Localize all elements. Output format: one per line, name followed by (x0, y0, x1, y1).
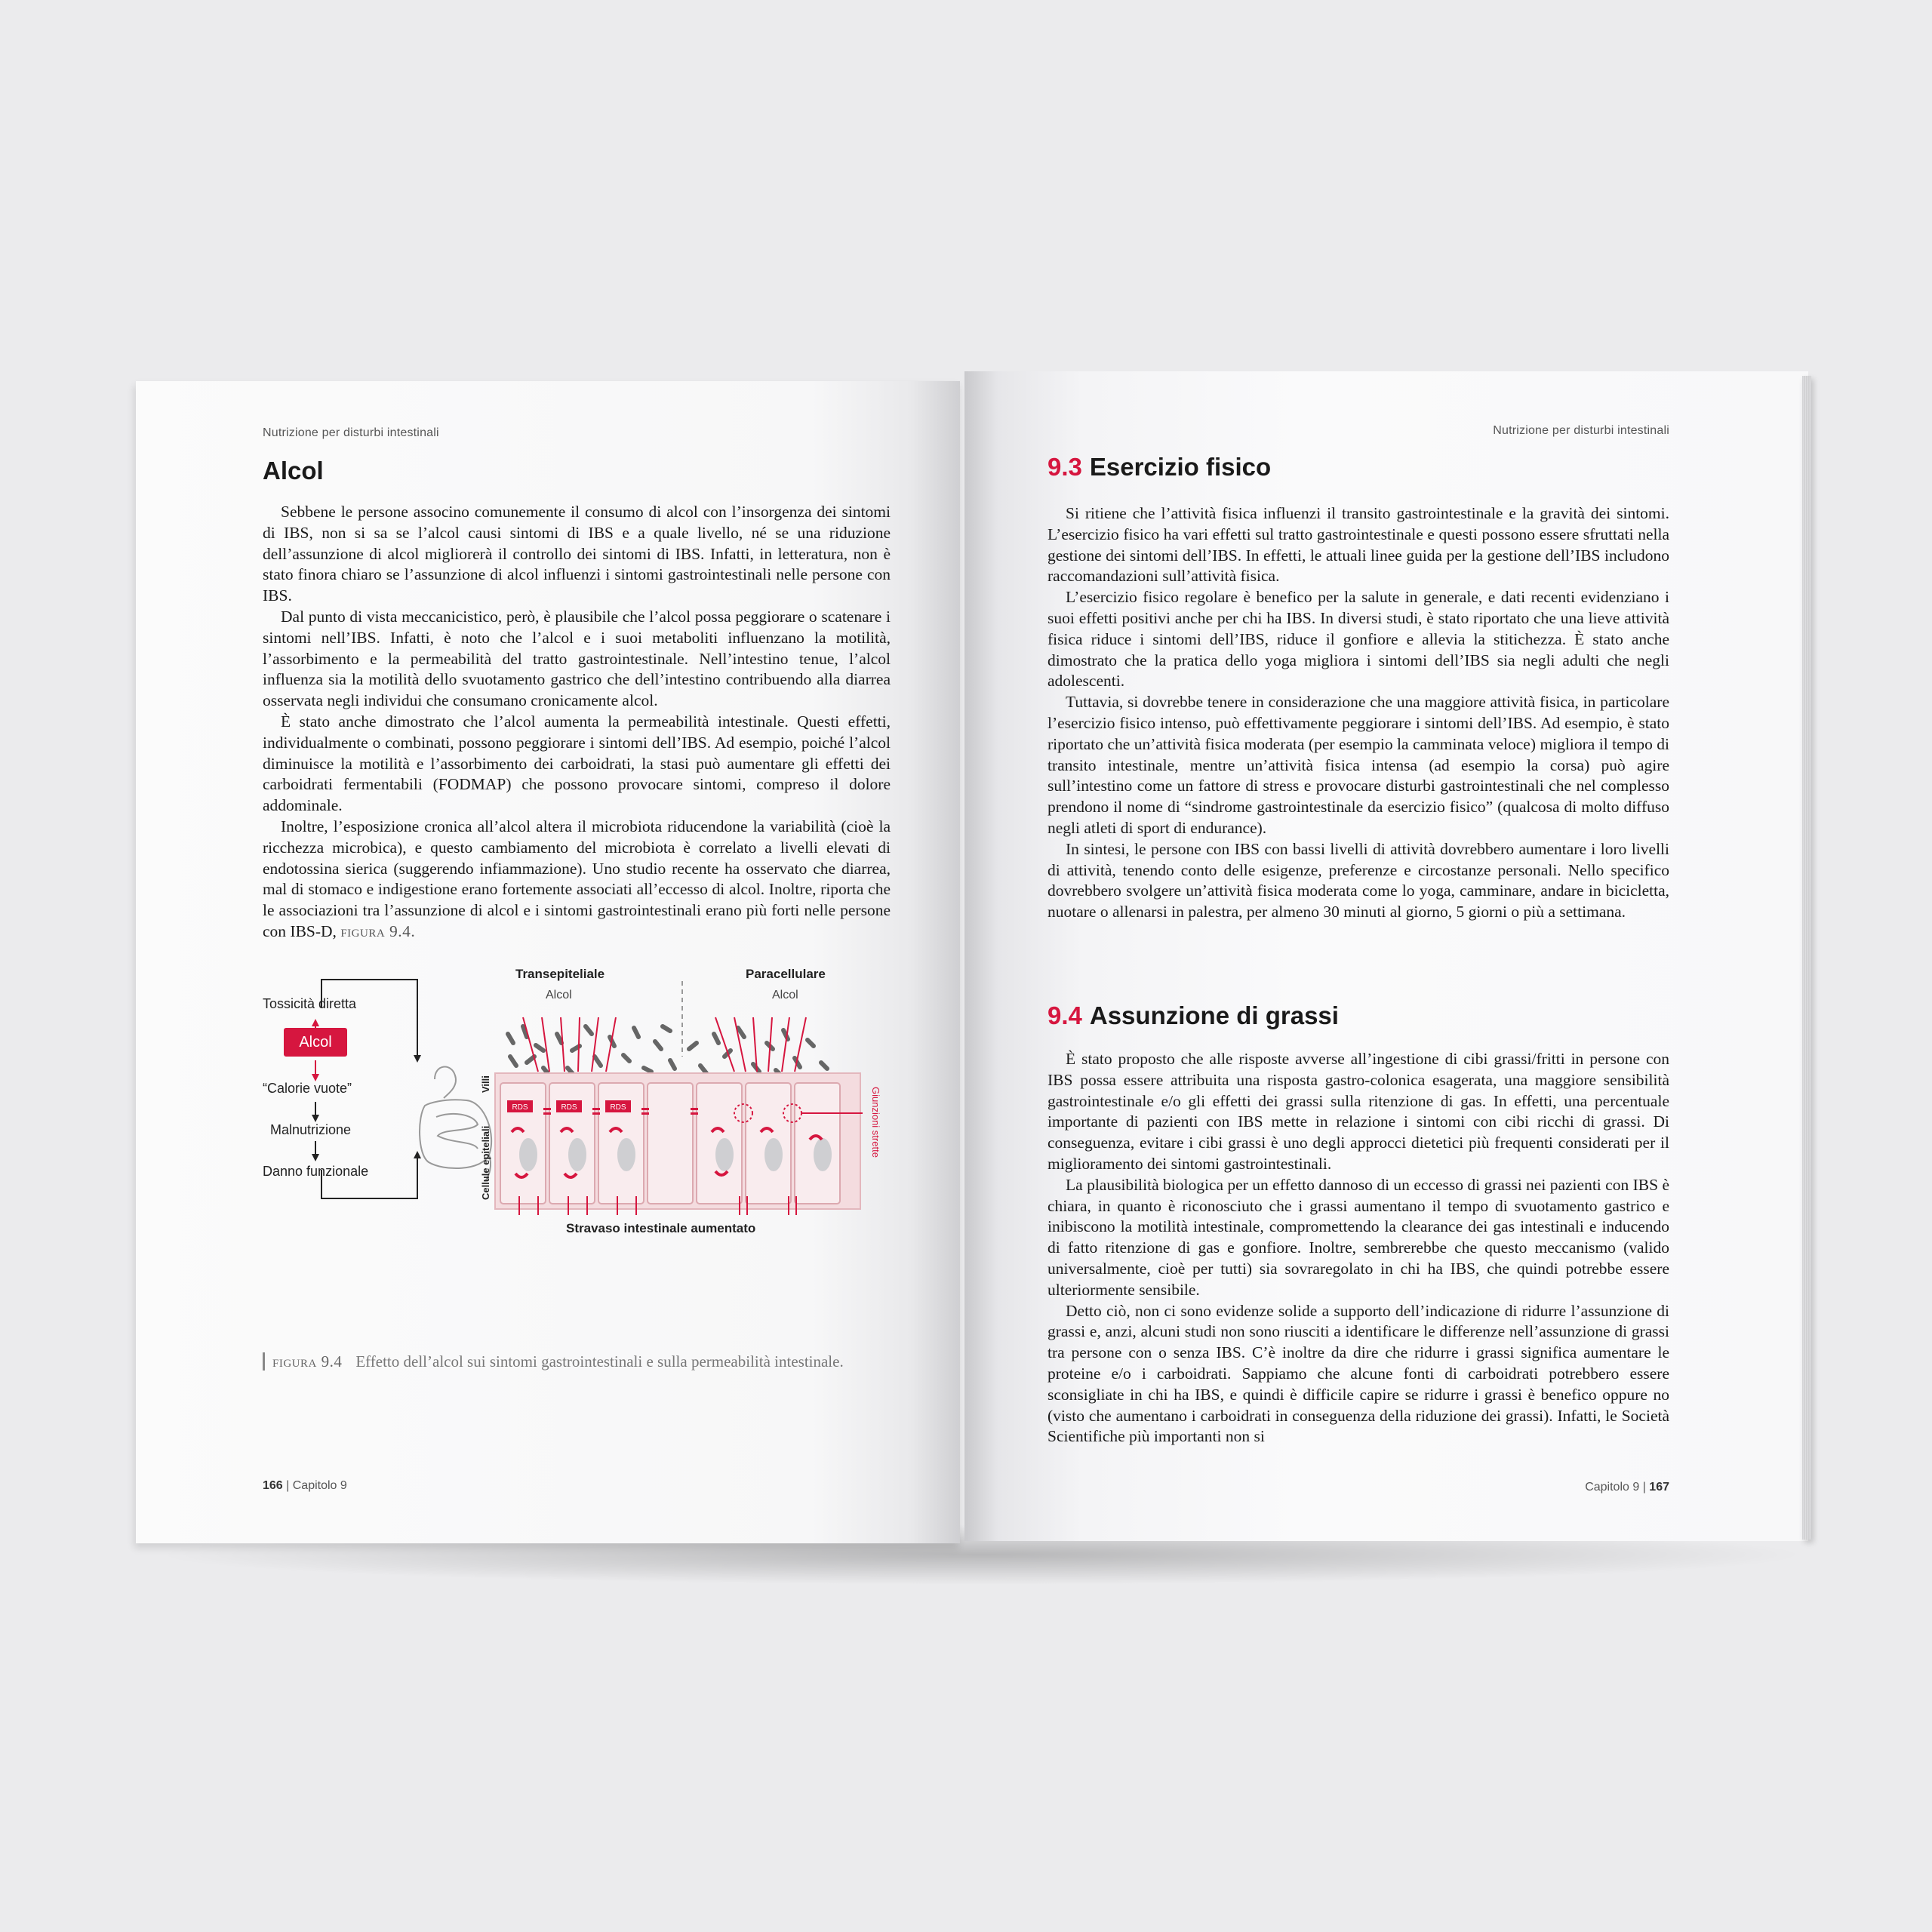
left-page (136, 381, 960, 1543)
transepithelial-heading: Transepiteliale (515, 967, 605, 981)
running-head-left: Nutrizione per disturbi intestinali (263, 426, 439, 439)
right-page (964, 371, 1808, 1541)
villi-label: Villi (480, 1075, 491, 1093)
figure-reference: figura 9.4. (340, 921, 416, 940)
paragraph: È stato anche dimostrato che l’alcol aumenta la permeabilità intestinale. Questi effetti, individualmente o combinati, possono peggiorare i sintomi dell’IBS. Ad esempio, poiché l’alcol diminuisce la motilità e l’assorbimento dei carboidrati, la stasi può aumentare gli effetti dei carboidrati fermentabili (FODMAP) che possono provocare sintomi, compreso il dolore addominale. (263, 712, 891, 815)
flow-alcol-badge: Alcol (284, 1028, 347, 1057)
paragraph: Si ritiene che l’attività fisica influenzi il transito gastrointestinale e la gravità dei sintomi. L’esercizio fisico ha vari effetti sul tratto gastrointestinale e questi possono essere sfruttati nella gestione dei sintomi dell’IBS. In effetti, le attuali linee guida per la gestione dell’IBS includono raccomandazioni sull’attività fisica. (1048, 504, 1669, 586)
epithelial-cells-label: Cellule epiteliali (480, 1125, 491, 1200)
alcol-body (263, 502, 891, 943)
paragraph: La plausibilità biologica per un effetto dannoso di un eccesso di grassi nei pazienti con IBS è chiara, in quanto è riconosciuto che i grassi aumentano il tempo di svuotamento gastrico e inibiscono la motilità intestinale, compromettendo la clearance dei gas intestinali e inducendo di fatto ritenzione di gas e gonfiore. Inoltre, sembrerebbe che questo meccanismo (valido universalmente, cioè per tutti) sia sovraregolato in chi ha IBS, che quindi potrebbe essere ulteriormente sensibile. (1048, 1175, 1669, 1299)
folio-right: Capitolo 9 | 167 (1585, 1481, 1669, 1494)
paragraph: In sintesi, le persone con IBS con bassi livelli di attività dovrebbero aumentare i loro livelli di attività, tenendo conto delle esigenze, preferenze e circostanze personali. Nello specifico dovrebbero svolgere un’attività fisica moderata come lo yoga, camminare, andare in bicicletta, nuotare o allenarsi in palestra, per almeno 30 minuti al giorno, 5 giorni o più a settimana. (1048, 839, 1669, 921)
flow-direct-toxicity: Tossicità diretta (263, 996, 357, 1011)
paragraph: Inoltre, l’esposizione cronica all’alcol altera il microbiota riducendone la variabilità (cioè la ricchezza microbica), e questo cambiamento del microbiota è correlato a livelli elevati di endotossina sierica (suggerendo infiammazione). Uno studio recente ha osservato che diarrea, mal di stomaco e indigestione erano fortemente associati all’eccesso di alcol. Inoltre, riporta che le associazioni tra l’assunzione di alcol e i sintomi gastrointestinali erano più forti nelle persone con IBS-D, figura 9.4. (263, 817, 891, 940)
paragraph: Detto ciò, non ci sono evidenze solide a supporto dell’indicazione di ridurre l’assunzione di grassi e, anzi, alcuni studi non sono riusciti a identificare le differenze nell’assunzione di grassi tra persone con o senza IBS. C’è inoltre da dire che ridurre i grassi significa aumentare le proteine e/o i carboidrati. Sappiamo che alcune fonti di carboidrati potrebbero essere sconsigliate in chi ha IBS, e quindi è difficile capire se ridurre i grassi è benefico oppure no (visto che aumentano i carboidrati in conseguenza della riduzione dei grassi). Infatti, le Società Scientifiche più importanti non si (1048, 1301, 1669, 1446)
figure-caption (263, 1352, 891, 1371)
paragraph: Dal punto di vista meccanicistico, però, è plausibile che l’alcol possa peggiorare o scatenare i sintomi nell’IBS. Infatti, è noto che l’alcol e i suoi metaboliti influenzano la motilità, l’assorbimento e la permeabilità del tratto gastrointestinale. Nell’intestino tenue, l’alcol influenza sia la motilità dello svuotamento gastrico che dell’intestino contribuendo alla diarrea osservata negli individui che consumano cronicamente alcol. (263, 607, 891, 710)
exercise-body (1048, 503, 1669, 923)
folio-left: 166 | Capitolo 9 (263, 1479, 347, 1492)
epithelial-cells (500, 1083, 840, 1204)
section-title-9-3: 9.3 Esercizio fisico (1048, 453, 1272, 481)
page-edges (1802, 376, 1811, 1540)
running-head-right: Nutrizione per disturbi intestinali (1493, 424, 1669, 437)
paragraph: Sebbene le persone associno comunemente il consumo di alcol con l’insorgenza dei sintomi di IBS, non si sa se l’alcol causi sintomi di IBS e a quale livello, né se una riduzione dell’assunzione di alcol migliorerà il controllo dei sintomi di IBS. Infatti, in letteratura, non è stato finora chiaro se l’assunzione di alcol influenzi i sintomi gastrointestinali nelle persone con IBS. (263, 503, 891, 605)
paragraph: L’esercizio fisico regolare è benefico per la salute in generale, e dati recenti evidenziano i suoi effetti positivi anche per chi ha IBS. In diversi studi, è stato riportato che una lieve attività fisica riduce i sintomi dell’IBS, riduce il gonfiore e allevia la stitichezza. È stato anche dimostrato che la pratica dello yoga migliora i sintomi dell’IBS sia negli adulti che negli adolescenti. (1048, 588, 1669, 691)
bacteria-pattern (508, 1026, 827, 1076)
fats-body (1048, 1049, 1669, 1447)
paragraph: È stato proposto che alle risposte avverse all’ingestione di cibi grassi/fritti in persone con IBS possa essere attribuita una risposta gastro-colonica esagerata, una maggiore sensibilità gastrointestinale e/o gli effetti dei grassi sulla ritenzione di gas. In effetti, una percentuale importante di pazienti con IBS mette in relazione i sintomi con cibi ricchi di grassi. Di conseguenza, evitare i cibi grassi è uno degli approcci dietetici più frequenti considerati per il miglioramento dei sintomi gastrointestinali. (1048, 1050, 1669, 1173)
paragraph: Tuttavia, si dovrebbe tenere in considerazione che una maggiore attività fisica, in particolare l’esercizio fisico intenso, può effettivamente peggiorare i sintomi dell’IBS. Ad esempio, è stato riportato che un’attività fisica moderata (per esempio la camminata veloce) migliora il tempo di transito intestinale, mentre un’attività fisica intensa (ad esempio la corsa) può agire sull’intestino come un fattore di stress e provocare disturbi gastrointestinali che nel complesso prendono il nome di “sindrome gastrointestinale da esercizio fisico” (qualcosa di molto diffuso negli atleti di sport di endurance). (1048, 693, 1669, 837)
leak-label: Stravaso intestinale aumentato (566, 1221, 756, 1235)
caption-text: Effetto dell’alcol sui sintomi gastrointestinali e sulla permeabilità intestinale. (355, 1352, 844, 1371)
rds-label: RDS (512, 1103, 528, 1112)
alcol-label-left: Alcol (546, 989, 572, 1001)
flow-malnutrition: Malnutrizione (270, 1122, 352, 1137)
flow-functional-damage: Danno funzionale (263, 1164, 369, 1179)
rds-label: RDS (610, 1103, 626, 1112)
section-title-9-4: 9.4 Assunzione di grassi (1048, 1001, 1339, 1029)
figure-9-4 (263, 967, 881, 1200)
rds-label: RDS (561, 1103, 577, 1112)
paracellular-heading: Paracellulare (746, 967, 826, 981)
section-title-alcol: Alcol (263, 457, 324, 485)
tight-junctions-label: Giunzioni strette (870, 1087, 881, 1158)
flow-empty-calories: “Calorie vuote” (263, 1081, 352, 1096)
caption-label: figura 9.4 (272, 1352, 343, 1371)
alcol-label-right: Alcol (772, 989, 798, 1001)
